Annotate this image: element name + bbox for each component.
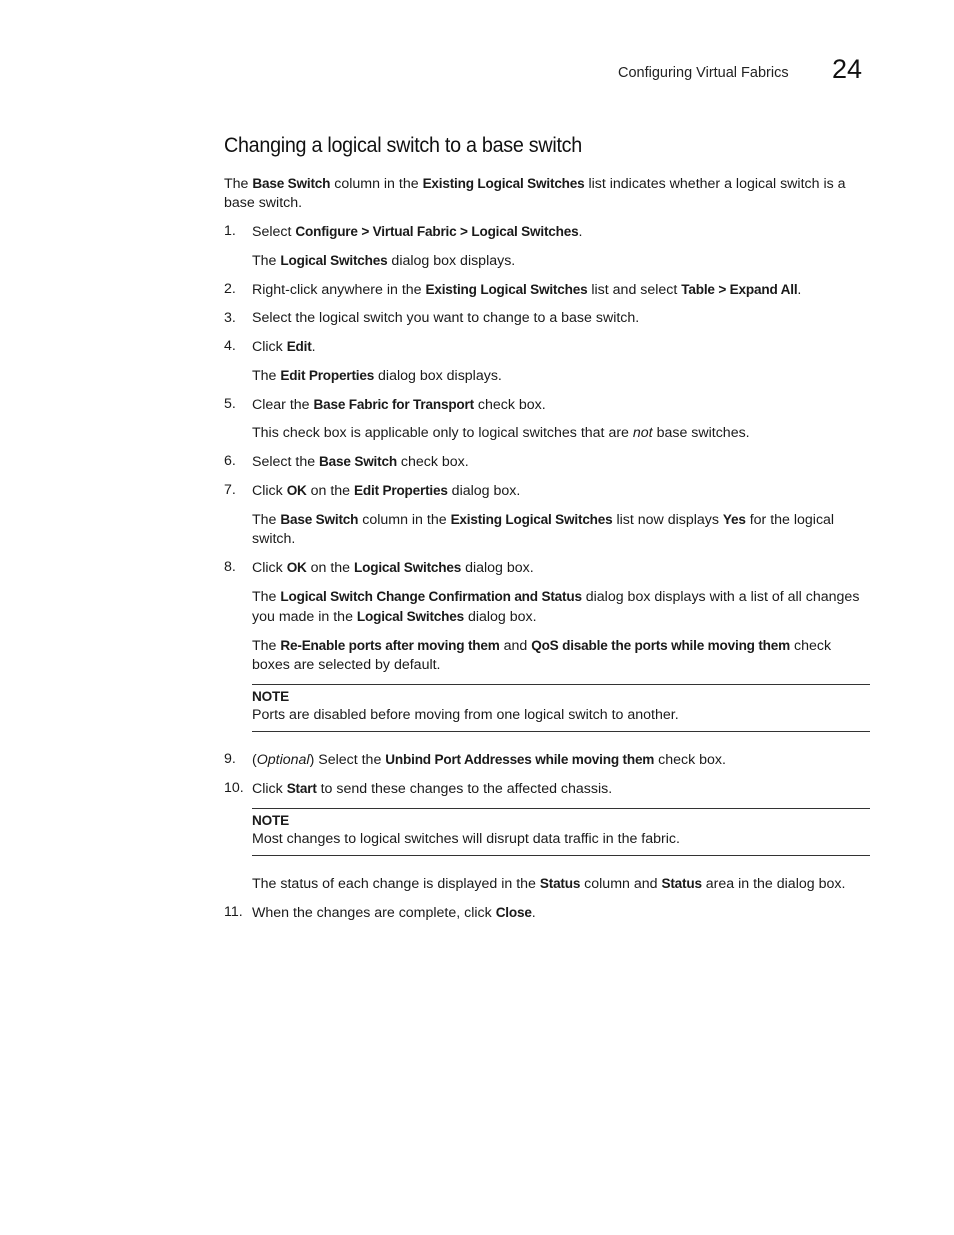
step-number: 2. [224, 281, 236, 297]
step-6: 6. Select the Base Switch check box. [224, 453, 469, 470]
step-number: 6. [224, 453, 236, 469]
note-label: NOTE [252, 689, 289, 704]
step-4-result: The Edit Properties dialog box displays. [252, 368, 502, 384]
step-2: 2. Right-click anywhere in the Existing Logical Switches list and select Table > Expand All. [224, 281, 802, 298]
step-7: 7. Click OK on the Edit Properties dialog box. [224, 482, 521, 499]
step-number: 3. [224, 310, 236, 326]
step-11: 11. When the changes are complete, click Close. [224, 904, 536, 921]
step-10: 10. Click Start to send these changes to the affected chassis. [224, 780, 613, 797]
note-text: Ports are disabled before moving from one logical switch to another. [252, 707, 679, 723]
step-number: 4. [224, 338, 236, 354]
step-number: 9. [224, 751, 236, 767]
step-9: 9. (Optional) Select the Unbind Port Addresses while moving them check box. [224, 751, 726, 768]
step-10-result: The status of each change is displayed in the Status column and Status area in the dialog box. [252, 876, 846, 892]
step-number: 5. [224, 396, 236, 412]
step-5: 5. Clear the Base Fabric for Transport check box. [224, 396, 546, 413]
intro-paragraph: The Base Switch column in the Existing Logical Switches list indicates whether a logical switch is a base switch. [224, 176, 846, 211]
step-8-result: The Logical Switch Change Confirmation and Status dialog box displays with a list of all changes you made in the Logical Switches dialog box. [252, 589, 860, 625]
chapter-number: 24 [832, 54, 863, 84]
step-8-defaults: The Re-Enable ports after moving them and QoS disable the ports while moving them check boxes are selected by default. [252, 638, 832, 673]
note-label: NOTE [252, 813, 289, 828]
step-number: 10. [224, 780, 244, 796]
note-box [252, 808, 870, 856]
step-1: 1. Select Configure > Virtual Fabric > Logical Switches. [224, 223, 583, 240]
step-7-result: The Base Switch column in the Existing Logical Switches list now displays Yes for the logical switch. [252, 512, 835, 547]
step-3: 3. Select the logical switch you want to change to a base switch. [224, 310, 640, 326]
step-1-result: The Logical Switches dialog box displays. [252, 253, 516, 269]
running-header: Configuring Virtual Fabrics [618, 65, 789, 81]
section-title: Changing a logical switch to a base switch [224, 134, 582, 157]
step-4: 4. Click Edit. [224, 338, 316, 355]
note-text: Most changes to logical switches will disrupt data traffic in the fabric. [252, 831, 680, 847]
step-number: 1. [224, 223, 236, 239]
step-number: 11. [224, 904, 243, 920]
step-number: 8. [224, 559, 236, 575]
step-number: 7. [224, 482, 236, 498]
note-box [252, 684, 870, 732]
step-8: 8. Click OK on the Logical Switches dialog box. [224, 559, 534, 576]
page-body [224, 174, 870, 932]
step-5-info: This check box is applicable only to logical switches that are not base switches. [252, 425, 750, 441]
